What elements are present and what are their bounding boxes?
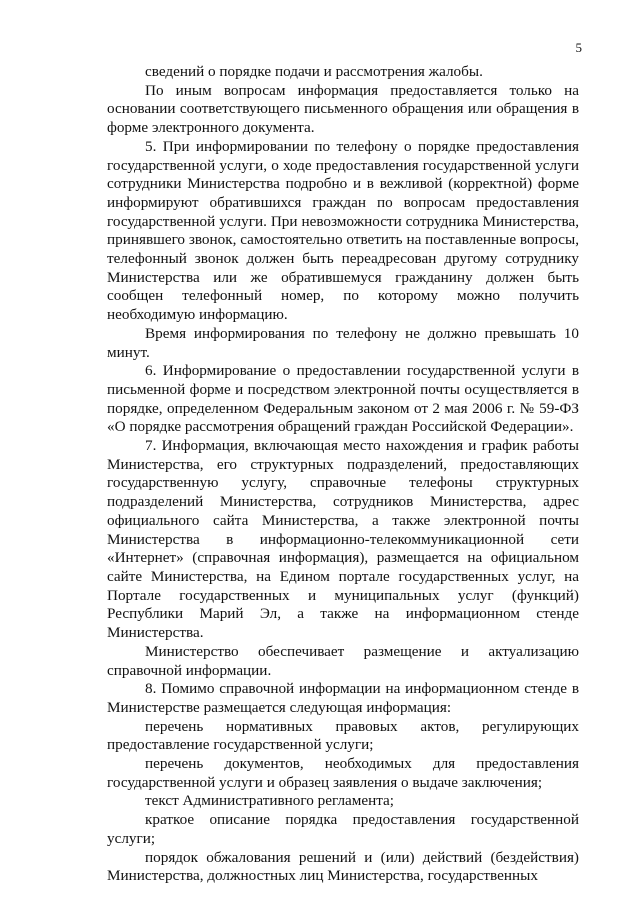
list-item-appeal-procedure: порядок обжалования решений и (или) действий (бездействия) Министерства, должностных лиц Министерства, государственных	[107, 848, 579, 885]
paragraph-ministry-updates: Министерство обеспечивает размещение и актуализацию справочной информации.	[107, 642, 579, 679]
list-item-procedure-description: краткое описание порядка предоставления государственной услуги;	[107, 811, 579, 847]
paragraph-item-7: 7. Информация, включающая место нахождения и график работы Министерства, его структурных подразделений, предоставляющих государственную услугу, справочные телефоны структурных подразделений Министерства, сотрудников Министерства, адрес официального сайта Министерства, а также электронной почты Министерства в информационно-телекоммуникационной сети «Интернет» (справочная информация), размещается на официальном сайте Министерства, на Едином портале государственных услуг, на Портале государственных и муниципальных услуг (функций) Республики Марий Эл, а также на информационном стенде Министерства.	[107, 437, 579, 642]
paragraph-item-5: 5. При информировании по телефону о порядке предоставления государственной услуги, о ходе предоставления государственной услуги сотрудники Министерства подробно и в вежливой (корректной) форме информируют обратившихся граждан по вопросам предоставления государственной услуги. При невозможности сотрудника Министерства, принявшего звонок, самостоятельно ответить на поставленные вопросы, телефонный звонок должен быть переадресован другому сотруднику Министерства или же обратившемуся гражданину должен быть сообщен телефонный номер, по которому можно получить необходимую информацию.	[107, 137, 579, 324]
list-item-legal-acts: перечень нормативных правовых актов, регулирующих предоставление государственной услуги;	[107, 717, 579, 754]
list-item-regulation-text: текст Административного регламента;	[145, 792, 395, 810]
paragraph-phone-time: Время информирования по телефону не должно превышать 10 минут.	[107, 324, 579, 361]
list-item-documents: перечень документов, необходимых для предоставления государственной услуги и образец заявления о выдаче заключения;	[107, 755, 579, 791]
page-number: 5	[575, 40, 582, 55]
paragraph-item-6: 6. Информирование о предоставлении государственной услуги в письменной форме и посредством электронной почты осуществляется в порядке, определенном Федеральным законом от 2 мая 2006 г. № 59-ФЗ «О порядке рассмотрения обращений граждан Российской Федерации».	[107, 362, 579, 436]
paragraph-item-8: 8. Помимо справочной информации на информационном стенде в Министерстве размещается следующая информация:	[107, 680, 579, 716]
document-body	[107, 63, 579, 886]
paragraph-other-questions: По иным вопросам информация предоставляется только на основании соответствующего письменного обращения или обращения в форме электронного документа.	[107, 81, 579, 137]
paragraph-continuation: сведений о порядке подачи и рассмотрения жалобы.	[145, 63, 483, 80]
